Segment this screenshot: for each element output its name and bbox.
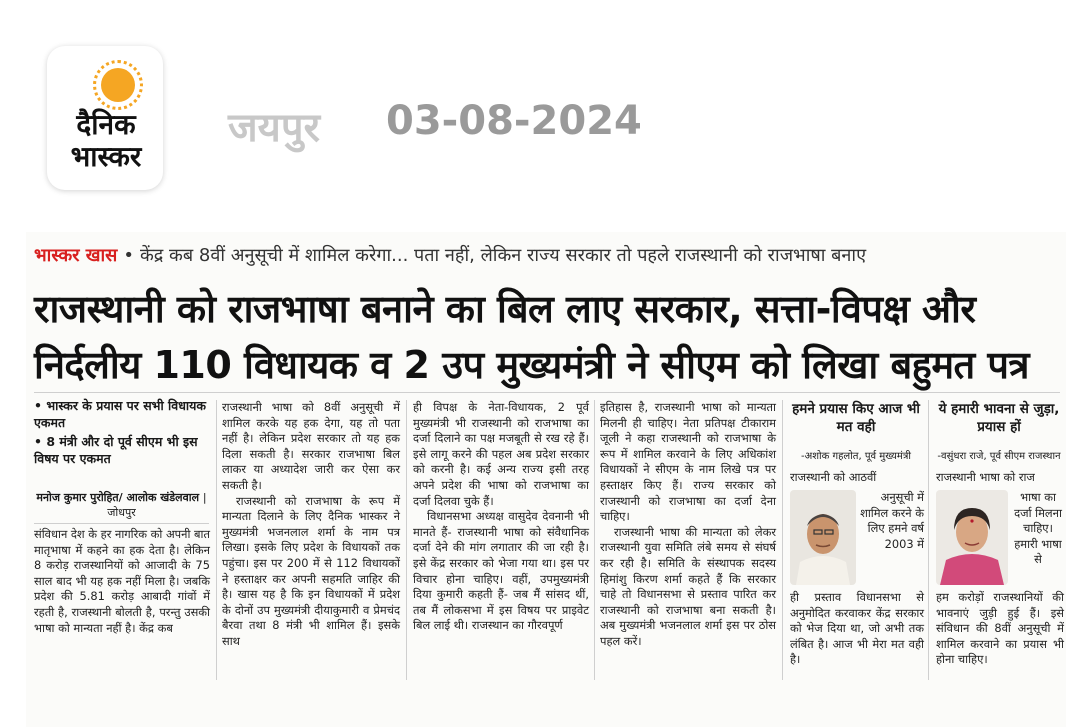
quote-raje-side: भाषा का दर्जा मिलना चाहिए। हमारी भाषा से bbox=[1014, 490, 1062, 567]
column-4-para-2: राजस्थानी भाषा की मान्यता को लेकर राजस्थानी युवा समिति लंबे समय से संघर्ष कर रही है। समिति के संस्थापक सदस्य हिमांशु किरण शर्मा कहते हैं कि सरकार चाहे तो विधानसभा से प्रस्ताव पारित कर राजस्थानी को राजभाषा बना सकती है। अब मुख्यमंत्री भजनलाल शर्मा इस पर ठोस पहल करें। bbox=[600, 524, 776, 648]
edition-city: जयपुर bbox=[228, 105, 320, 151]
dainik-bhaskar-logo bbox=[47, 46, 163, 190]
quote-raje-attribution: -वसुंधरा राजे, पूर्व सीएम राजस्थान bbox=[937, 451, 1061, 462]
column-divider-3 bbox=[594, 400, 595, 680]
quote-raje-body: हम करोड़ों राजस्थानियों की भावनाएं जुड़ी हुई हैं। इसे संविधान की 8वीं अनुसूची में शामिल करवाने का प्रयास भी होना चाहिए। bbox=[936, 590, 1064, 667]
logo-text-line2: भास्कर bbox=[70, 140, 142, 173]
column-divider-1 bbox=[216, 400, 217, 680]
sun-icon bbox=[101, 68, 135, 102]
column-3-para-2: विधानसभा अध्यक्ष वासुदेव देवनानी भी मानते हैं- राजस्थानी भाषा को संवैधानिक दर्जा देने की मांग लगातार की जा रही है। इसे केंद्र सरकार को भेजा गया था। इस पर विचार होना चाहिए। वहीं, उपमुख्यमंत्री दिया कुमारी कहती हैं- जब मैं सांसद थीं, तब मैं लोकसभा में इस विषय पर प्राइवेट बिल लाई थी। राजस्थान का गौरवपूर्ण bbox=[413, 509, 589, 633]
column-2-para-1: राजस्थानी भाषा को 8वीं अनुसूची में शामिल करके यह हक देगा, यह तो पता नहीं है। लेकिन प्रदेश सरकार तो यह हक दिला सकती है। सरकार राजभाषा बिल लाकर या अध्यादेश जारी कर ऐसा कर सकती है। bbox=[222, 400, 400, 492]
article-column-3 bbox=[413, 400, 589, 634]
column-divider-5 bbox=[928, 400, 929, 680]
headline-line2: निर्दलीय 110 विधायक व 2 उप मुख्यमंत्री ने सीएम को लिखा बहुमत पत्र bbox=[34, 343, 1029, 387]
raje-photo bbox=[936, 490, 1008, 585]
edition-date: 03-08-2024 bbox=[386, 98, 642, 144]
kicker-line bbox=[34, 243, 866, 267]
quote-raje-title: ये हमारी भावना से जुड़ा, प्रयास हों bbox=[938, 401, 1060, 435]
article-column-2 bbox=[222, 400, 400, 650]
summary-bullet-1: • भास्कर के प्रयास पर सभी विधायक एकमत bbox=[34, 398, 207, 430]
headline-line1: राजस्थानी को राजभाषा बनाने का बिल लाए सरकार, सत्ता-विपक्ष और bbox=[34, 287, 976, 331]
column-4-para-1: इतिहास है, राजस्थानी भाषा को मान्यता मिलनी ही चाहिए। नेता प्रतिपक्ष टीकाराम जूली ने कहा राजस्थानी को राजभाषा के रूप में शामिल करवाने के लिए अधिकांश विधायकों ने सीएम के नाम लिखे पत्र पर हस्ताक्षर किए हैं। राज्य सरकार को राजस्थानी को राजभाषा का दर्जा देना चाहिए। bbox=[600, 400, 776, 524]
quote-gehlot-title: हमने प्रयास किए आज भी मत वही bbox=[792, 401, 920, 435]
article-column-1 bbox=[34, 527, 210, 636]
quote-raje-intro: राजस्थानी भाषा को राज bbox=[936, 470, 1035, 484]
summary-bullets bbox=[34, 397, 209, 469]
byline-rule bbox=[34, 523, 209, 524]
kicker-tag: भास्कर खास bbox=[34, 245, 118, 266]
column-3-para-1: ही विपक्ष के नेता-विधायक, 2 पूर्व मुख्यमंत्री भी राजस्थानी को राजभाषा का दर्जा दिलाने का पक्ष मजबूती से रख रहे हैं। इसे लागू करने की पहल अब प्रदेश सरकार को करनी है। कई अन्य राज्य इसी तरह अपने प्रदेश की भाषा को राजभाषा का दर्जा दिलवा चुके हैं। bbox=[413, 400, 589, 508]
summary-bullet-2: • 8 मंत्री और दो पूर्व सीएम भी इस विषय पर एकमत bbox=[34, 434, 198, 466]
kicker-bullet: • bbox=[123, 245, 134, 266]
page-header bbox=[0, 0, 1080, 215]
column-2-para-2: राजस्थानी को राजभाषा के रूप में मान्यता दिलाने के लिए दैनिक भास्कर ने मुख्यमंत्री भजनलाल शर्मा के नाम पत्र लिखा। इसके लिए प्रदेश के विधायकों तक पहुंचा। इस पर 200 में से 112 विधायकों ने हस्ताक्षर कर अपनी सहमति जाहिर की है। खास यह है कि इन विधायकों में प्रदेश के दोनों उप मुख्यमंत्री दीयाकुमारी व प्रेमचंद बैरवा तथा 8 मंत्री भी शामिल हैं। इसके साथ bbox=[222, 493, 400, 648]
column-divider-2 bbox=[406, 400, 407, 680]
column-1-text: संविधान देश के हर नागरिक को अपनी बात मातृभाषा में कहने का हक देता है। लेकिन 8 करोड़ राजस्थानियों को आजादी के 75 साल बाद भी यह हक नहीं मिला है। जबकि प्रदेश की 5.81 करोड़ आबादी गांवों में रहती है, राजस्थानी बोलती है, परन्तु उसकी भाषा को मान्यता नहीं है। केंद्र कब bbox=[34, 527, 210, 635]
quote-gehlot-intro: राजस्थानी को आठवीं bbox=[790, 470, 877, 484]
byline bbox=[34, 490, 209, 520]
quote-gehlot-side: अनुसूची में शामिल करने के लिए हमने वर्ष 2003 में bbox=[860, 490, 924, 551]
kicker-text: केंद्र कब 8वीं अनुसूची में शामिल करेगा... पता नहीं, लेकिन राज्य सरकार तो पहले राजस्थानी को राजभाषा बनाए bbox=[139, 245, 867, 266]
byline-place: | जोधपुर bbox=[107, 491, 207, 519]
article-column-4 bbox=[600, 400, 776, 650]
quote-gehlot-attribution: -अशोक गहलोत, पूर्व मुख्यमंत्री bbox=[800, 451, 911, 462]
logo-text-line1: दैनिक bbox=[76, 108, 136, 141]
column-divider-4 bbox=[782, 400, 783, 680]
headline-rule bbox=[34, 392, 1060, 393]
gehlot-photo bbox=[790, 490, 856, 585]
quote-gehlot-body: ही प्रस्ताव विधानसभा से अनुमोदित करवाकर केंद्र सरकार को भेज दिया था, जो अभी तक लंबित है। आज भी मेरा मत वही है। bbox=[790, 590, 924, 667]
byline-names: मनोज कुमार पुरोहित/ आलोक खंडेलवाल bbox=[36, 491, 200, 504]
